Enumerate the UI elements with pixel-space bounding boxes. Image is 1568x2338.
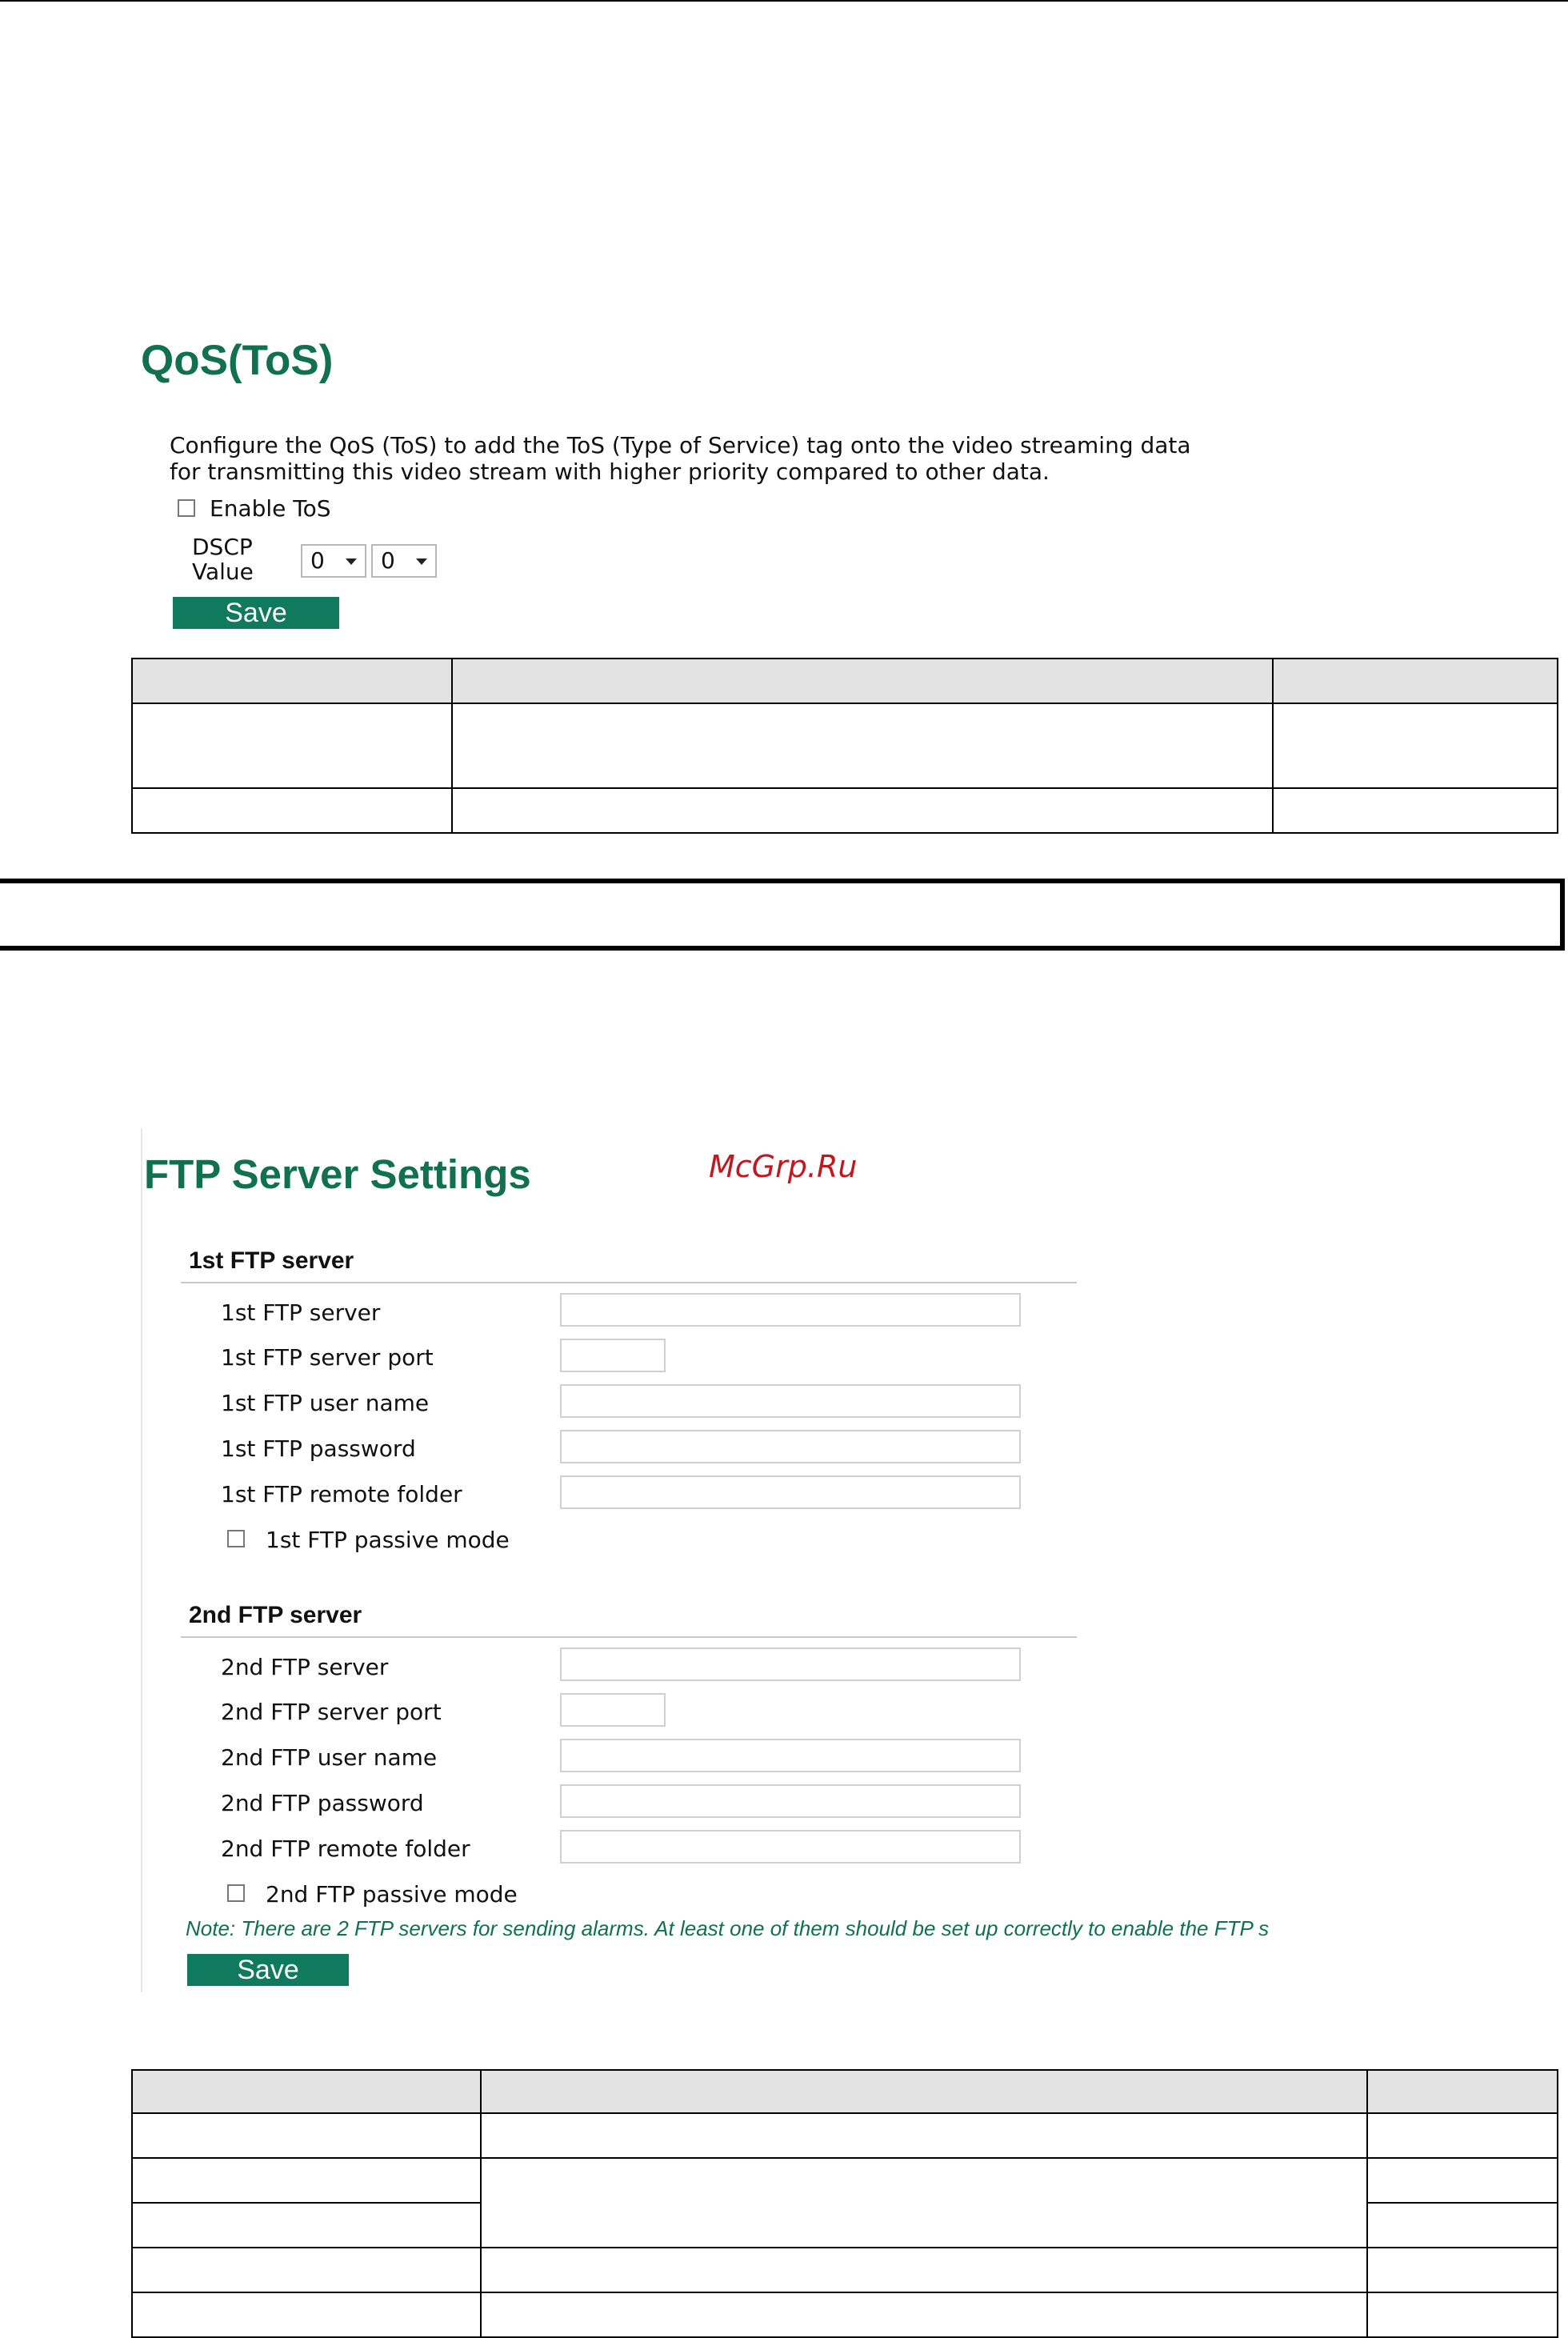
ftp2-user-label: 2nd FTP user name	[221, 1744, 438, 1771]
table-row	[132, 2113, 1558, 2158]
ftp2-folder-label: 2nd FTP remote folder	[221, 1836, 470, 1862]
table-cell	[1367, 2292, 1558, 2337]
table-cell	[132, 2292, 481, 2337]
table-cell	[1367, 2248, 1558, 2292]
table-cell	[132, 703, 452, 788]
ftp1-password-label: 1st FTP password	[221, 1435, 416, 1462]
ftp1-folder-label: 1st FTP remote folder	[221, 1481, 462, 1507]
ftp2-port-input[interactable]	[560, 1693, 666, 1727]
ftp1-server-input[interactable]	[560, 1293, 1021, 1327]
qos-description: Configure the QoS (ToS) to add the ToS (Type of Service) tag onto the video streaming data for transmitting this video stream with higher priority compared to other data.	[170, 432, 1191, 485]
divider	[181, 1282, 1077, 1283]
ftp-parameter-table	[131, 2069, 1558, 2338]
ftp2-password-label: 2nd FTP password	[221, 1790, 424, 1816]
dscp-select-2[interactable]	[371, 544, 437, 578]
table-cell	[1367, 2158, 1558, 2203]
table-cell	[481, 2292, 1367, 2337]
table-cell	[481, 2113, 1367, 2158]
ftp-note: Note: There are 2 FTP servers for sending alarms. At least one of them should be set up correctly to enable the FTP s	[186, 1916, 1270, 1940]
dscp-select-2-value: 0	[381, 547, 395, 574]
section-heading-bar	[0, 879, 1565, 951]
ftp-group-title-2nd: 2nd FTP server	[189, 1602, 362, 1628]
ftp2-server-input[interactable]	[560, 1647, 1021, 1681]
table-row	[132, 788, 1558, 833]
watermark: McGrp.Ru	[709, 1149, 858, 1184]
enable-tos-checkbox[interactable]	[178, 499, 195, 517]
divider	[181, 1636, 1077, 1638]
ftp2-passive-checkbox[interactable]	[227, 1884, 245, 1902]
chevron-down-icon	[346, 558, 357, 565]
ftp1-password-input[interactable]	[560, 1430, 1021, 1463]
table-cell	[1273, 659, 1558, 703]
table-row	[132, 703, 1558, 788]
table-header-row	[132, 659, 1558, 703]
table-cell	[452, 703, 1273, 788]
dscp-select-1[interactable]	[301, 544, 366, 578]
ftp1-user-input[interactable]	[560, 1384, 1021, 1418]
chevron-down-icon	[416, 558, 427, 565]
ftp1-folder-input[interactable]	[560, 1475, 1021, 1509]
ftp1-port-label: 1st FTP server port	[221, 1344, 434, 1371]
table-cell	[132, 2203, 481, 2248]
ftp-group-title-1st: 1st FTP server	[189, 1247, 354, 1274]
enable-tos-label: Enable ToS	[210, 495, 331, 522]
ftp1-port-input[interactable]	[560, 1339, 666, 1372]
ftp2-user-input[interactable]	[560, 1739, 1021, 1772]
ftp2-port-label: 2nd FTP server port	[221, 1699, 442, 1725]
qos-title: QoS(ToS)	[141, 337, 334, 384]
table-cell	[481, 2070, 1367, 2113]
table-cell	[132, 2158, 481, 2203]
dscp-select-1-value: 0	[310, 547, 325, 574]
table-cell	[132, 788, 452, 833]
table-cell	[1273, 788, 1558, 833]
table-cell	[1367, 2203, 1558, 2248]
table-cell	[1273, 703, 1558, 788]
table-row	[132, 2158, 1558, 2203]
ftp1-server-label: 1st FTP server	[221, 1299, 381, 1326]
ftp2-folder-input[interactable]	[560, 1830, 1021, 1864]
qos-parameter-table	[131, 658, 1558, 834]
table-cell	[1367, 2113, 1558, 2158]
ftp1-passive-label: 1st FTP passive mode	[266, 1527, 510, 1553]
table-row	[132, 2292, 1558, 2337]
dscp-value-label: DSCP Value	[192, 534, 254, 585]
table-cell	[132, 2113, 481, 2158]
table-row	[132, 2248, 1558, 2292]
table-cell	[132, 2248, 481, 2292]
table-cell	[132, 659, 452, 703]
table-cell	[481, 2158, 1367, 2248]
ftp-save-button[interactable]: Save	[187, 1954, 349, 1986]
table-cell	[452, 788, 1273, 833]
ftp2-passive-label: 2nd FTP passive mode	[266, 1881, 518, 1908]
page-top-rule	[0, 0, 1568, 2]
table-header-row	[132, 2070, 1558, 2113]
table-cell	[132, 2070, 481, 2113]
ftp1-passive-checkbox[interactable]	[227, 1530, 245, 1547]
table-cell	[452, 659, 1273, 703]
ftp-title: FTP Server Settings	[144, 1151, 531, 1197]
ftp2-password-input[interactable]	[560, 1784, 1021, 1818]
ftp1-user-label: 1st FTP user name	[221, 1390, 430, 1416]
table-cell	[481, 2248, 1367, 2292]
qos-save-button[interactable]: Save	[173, 597, 339, 629]
ftp2-server-label: 2nd FTP server	[221, 1654, 389, 1680]
table-cell	[1367, 2070, 1558, 2113]
